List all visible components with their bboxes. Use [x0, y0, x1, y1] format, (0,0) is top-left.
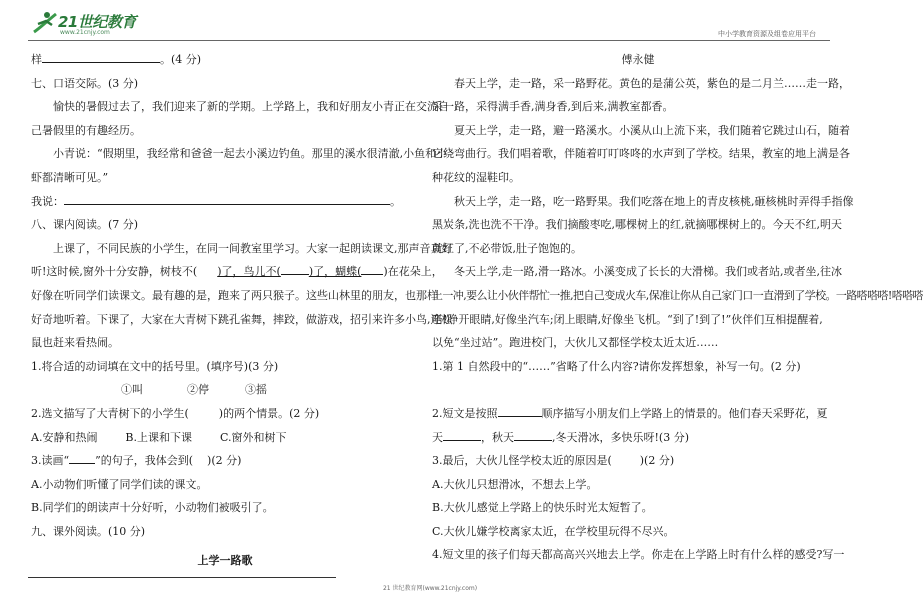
- q3-text-a: 3.读画“: [31, 454, 70, 468]
- logo-text: 21世纪教育: [58, 13, 136, 31]
- essay-p2b: 它绕弯曲行。我们唱着歌，伴随着叮叮咚咚的水声到了学校。结果，教室的地上满是各: [432, 147, 850, 161]
- header-divider: [28, 40, 830, 41]
- rq2-blank-3[interactable]: [514, 428, 552, 441]
- q1-option-3[interactable]: ③摇: [245, 383, 267, 397]
- s8-paragraph-5: 鼠也赶来看热闹。: [31, 336, 119, 350]
- s8-text-c: )了，蝴蝶(: [308, 265, 362, 279]
- essay-title: 上学一路歌: [197, 554, 253, 568]
- essay-p4a: 冬天上学,走一路,滑一路冰。小溪变成了长长的大滑梯。我们或者站,或者坐,往冰: [454, 265, 842, 279]
- q3-underline-sample: [69, 452, 95, 464]
- s8-paragraph-1: 上课了，不同民族的小学生，在同一间教室里学习。大家一起朗读课文,那声音真好: [53, 241, 453, 255]
- q2-text-b: )的两个情景。(2 分): [218, 406, 320, 420]
- q1-option-2[interactable]: ②停: [187, 383, 209, 397]
- rq3-option-c[interactable]: C.大伙儿嫌学校离家太近，在学校里玩得不尽兴。: [432, 524, 675, 538]
- section-9-title: 九、课外阅读。(10 分): [31, 524, 146, 538]
- right-question-1-answer-space[interactable]: [432, 378, 820, 402]
- q1-options: [31, 378, 419, 402]
- question-1: 1.将合适的动词填在文中的括号里。(填序号)(3 分): [31, 359, 279, 373]
- section-7-title: 七、口语交际。(3 分): [31, 76, 139, 90]
- rq2-text-b: 顺序描写小朋友们上学路上的情景的。他们春天采野花，夏: [541, 406, 828, 420]
- my-say-blank[interactable]: [64, 192, 390, 205]
- right-question-1: 1.第 1 自然段中的“……”省略了什么内容?请你发挥想象，补写一句。(2 分): [432, 359, 801, 373]
- rq2-text-c: 天: [432, 430, 443, 444]
- essay-p4c: 嗒!睁开眼睛,好像坐汽车;闭上眼睛,好像坐飞机。“到了!到了!”伙伴们互相提醒着,: [432, 312, 823, 326]
- q3-text-b: ”的句子，我体会到(: [95, 454, 194, 468]
- essay-p2c: 种花纹的湿鞋印。: [432, 170, 520, 184]
- s8-paragraph-4: 好奇地听着。下课了，大家在大青树下跳孔雀舞，摔跤，做游戏，招引来许多小鸟,连松: [31, 312, 453, 326]
- s7-paragraph-2a: 小青说：“假期里，我经常和爸爸一起去小溪边钓鱼。那里的溪水很清澈,小鱼和小: [53, 147, 448, 161]
- s7-my-answer: [31, 190, 419, 214]
- q2-options[interactable]: A.安静和热闹 B.上课和下课 C.窗外和树下: [31, 430, 287, 444]
- answer-blank[interactable]: [42, 50, 160, 63]
- question-3: [31, 449, 419, 473]
- q2-text-a: 2.选文描写了大青树下的小学生(: [31, 406, 189, 420]
- page-footer: 21 世纪教育网(www.21cnjy.com): [382, 585, 478, 592]
- q3-option-a[interactable]: A.小动物们听懂了同学们读的课文。: [31, 477, 208, 491]
- page-header: [0, 0, 860, 44]
- my-say-end: 。: [390, 194, 401, 208]
- right-question-3: 3.最后，大伙儿怪学校太近的原因是( )(2 分): [432, 454, 675, 468]
- rq2-blank-2[interactable]: [443, 428, 481, 441]
- blank-2[interactable]: [281, 263, 309, 275]
- essay-p3c: 就红了,不必带饭,肚子饱饱的。: [432, 241, 582, 255]
- essay-p3a: 秋天上学，走一路，吃一路野果。我们吃落在地上的青皮核桃,砸核桃时弄得手指像: [454, 194, 854, 208]
- s7-paragraph-1b: 己暑假里的有趣经历。: [31, 123, 141, 137]
- essay-p4b: 上一冲,要么让小伙伴帮忙一推,把自己变成火车,保准让你从自己家门口一直滑到了学校。一路嗒嗒嗒!嗒嗒嗒: [432, 288, 923, 302]
- s8-text-b: )了，鸟儿不(: [217, 265, 281, 279]
- footer-divider: [28, 577, 336, 578]
- question-2: [31, 402, 419, 426]
- q3-option-b[interactable]: B.同学们的朗读声十分好听，小动物们被吸引了。: [31, 501, 274, 515]
- right-question-2: [432, 402, 828, 426]
- s7-paragraph-2b: 虾都清晰可见。”: [31, 170, 109, 184]
- line-prefix: 样: [31, 53, 42, 66]
- right-question-4: 4.短文里的孩子们每天都高高兴兴地去上学。你走在上学路上时有什么样的感受?写一: [432, 548, 845, 562]
- essay-p1a: 春天上学，走一路，采一路野花。黄色的是蒲公英，紫色的是二月兰……走一路，: [454, 76, 850, 90]
- rq2-text-a: 2.短文是按照: [432, 406, 498, 420]
- logo: [30, 10, 160, 38]
- rq3-option-b[interactable]: B.大伙儿感觉上学路上的快乐时光太短暂了。: [432, 501, 653, 515]
- essay-p3b: 黑炭条,洗也洗不干净。我们摘酸枣吃,哪棵树上的红,就摘哪棵树上的。今天不红,明天: [432, 218, 842, 232]
- q3-text-c: )(2 分): [207, 454, 242, 468]
- s8-text-d: )在花朵上，: [383, 265, 443, 279]
- rq2-blank-1[interactable]: [498, 404, 542, 417]
- essay-p4d: 以免“坐过站”。跑进校门，大伙儿又都怪学校太近太近……: [432, 336, 719, 350]
- s8-paragraph-3: 好像在听同学们读课文。最有趣的是，跑来了两只猴子。这些山林里的朋友，也那样: [31, 288, 438, 302]
- logo-url: www.21cnjy.com: [60, 29, 110, 36]
- s8-paragraph-2: [31, 260, 443, 284]
- my-say-label: 我说：: [31, 194, 64, 208]
- left-column: [31, 48, 453, 573]
- rq3-option-a[interactable]: A.大伙儿只想滑冰，不想去上学。: [432, 477, 598, 491]
- right-question-2-cont: [432, 426, 820, 450]
- essay-p2a: 夏天上学，走一路，避一路溪水。小溪从山上流下来，我们随着它跳过山石，随着: [454, 123, 850, 137]
- rq2-text-d: ，秋天: [481, 430, 514, 444]
- line-score: 。(4 分): [160, 53, 202, 66]
- q1-option-1[interactable]: ①叫: [121, 383, 143, 397]
- answer-line: [31, 48, 419, 72]
- rq2-text-e: ,冬天滑冰，多快乐呀!(3 分): [552, 430, 689, 444]
- platform-name: 中小学教育资源及组卷应用平台: [718, 30, 816, 38]
- essay-p1b: 采一路，采得满手香,满身香,到后来,满教室都香。: [432, 100, 674, 114]
- section-8-title: 八、课内阅读。(7 分): [31, 218, 139, 232]
- s8-text-a: 听!这时候,窗外十分安静，树枝不(: [31, 265, 198, 279]
- blank-3[interactable]: [361, 263, 383, 275]
- runner-logo-icon: [30, 10, 58, 36]
- s7-paragraph-1a: 愉快的暑假过去了，我们迎来了新的学期。上学路上，我和好朋友小青正在交流自: [53, 100, 449, 114]
- essay-author: 傅永健: [621, 53, 655, 66]
- right-column: [432, 48, 923, 567]
